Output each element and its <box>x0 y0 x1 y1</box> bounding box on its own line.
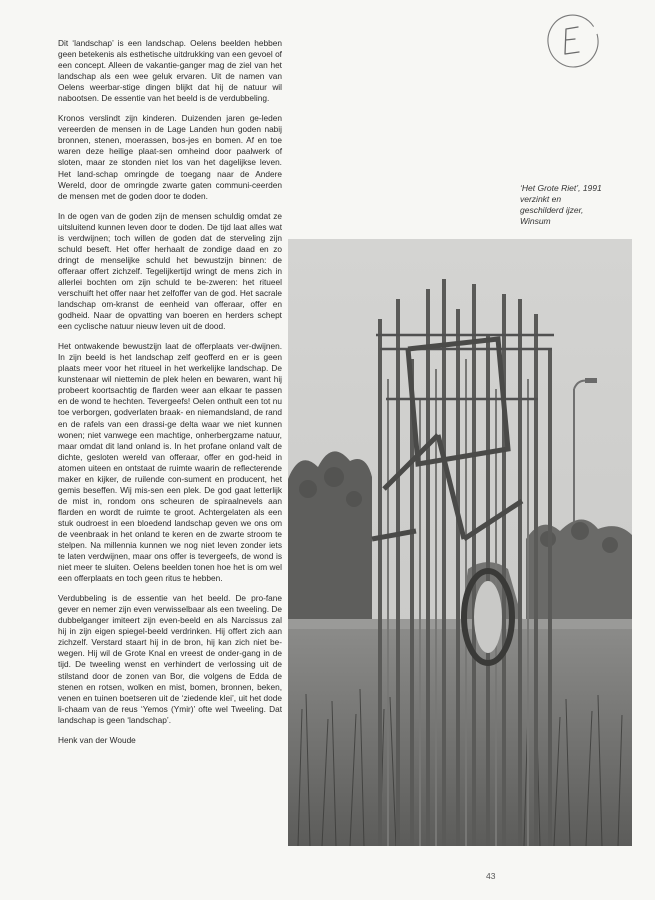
caption-material-2: geschilderd ijzer, <box>520 205 584 215</box>
sculpture-photo-illustration <box>288 239 632 846</box>
caption-material: verzinkt en <box>520 194 562 204</box>
article-text-column <box>58 38 282 746</box>
photo-caption <box>520 183 630 227</box>
article-paragraph-4: Het ontwakende bewustzijn laat de offerplaats ver-dwijnen. In zijn beeld is het landschap zelf geofferd en er is geen plaats meer voor het ritueel in het werkelijke landschap. De kunstenaar wil niettemin de plek helen en bewaren, want hij probeert koortsachtig de flarden weer aan elkaar te passen en de wond te hechten. Tevergeefs! Oelen onthult een tot nu toe verborgen, godverlaten braak- en niemandsland, de rand en de rafels van een drassi-ge delta waar we niet kunnen wonen; niet vanwege een machtige, onherbergzame natuur, maar omdat dit land onland is. In het profane onland valt de dichte, gesloten wereld van offeraar, offer en god-heid in atomen uiteen en ontstaat de ruimte waarin de reflecterende maker en kijker, de ruilende con-sument en producent, het gemis beseffen. Wij mis-sen een plek. De god gaat letterlijk de mist in, rondom ons scheuren de spiraalnevels aan flarden en wordt de ruimte te groot. Achtergelaten als een stuk oudroest in een bloedend landschap geven we ons om de veenbraak in het onland te keren en de zwarte stroom te stelpen. Na millennia kunnen we nog niet leven zonder iets te laten verdwijnen, maar ons offer is tevergeefs, de wond is niet meer te sluiten. Oelens beelden tonen hoe het is om wel een offerplaats en toch geen ritus te hebben. <box>58 341 282 584</box>
page-number: 43 <box>486 871 496 881</box>
article-paragraph-1: Dit ‘landschap’ is een landschap. Oelens beelden hebben geen betekenis als esthetische uitdrukking van een gevoel of een concept. Alleen de vakantie-ganger mag de ziel van het landschap als een wee geluk ervaren. Uit de namen van Oelens weerbar-stige dingen blijkt dat hij de natuur wil nabootsen. De essentie van het beeld is de verdubbeling. <box>58 38 282 104</box>
article-paragraph-2: Kronos verslindt zijn kinderen. Duizenden jaren ge-leden vereerden de mensen in de Lage Landen hun goden nabij bronnen, stenen, moerassen, bos-jes en bomen. Af en toe waren deze heilige plaat-sen omheind door paalwerk of sloten, maar ze stonden niet los van het dagelijkse leven. Het land-schap omringde de toegang naar de Andere Wereld, door de omringde zwarte gaten communi-ceerden de mensen met de goden door te doden. <box>58 113 282 201</box>
author-signature: Henk van der Woude <box>58 734 136 745</box>
sculpture-photo <box>288 239 632 846</box>
caption-title: ‘Het Grote Riet’, 1991 <box>520 183 602 193</box>
handwritten-e-stamp <box>544 10 602 72</box>
article-paragraph-3: In de ogen van de goden zijn de mensen schuldig omdat ze uitsluitend kunnen leven door te doden. De tijd laat alles wat is verdwijnen; toch willen de goden dat de sterveling zijn schuld beseft. Het offer herhaalt de zondige daad en zo dringt de menselijke schuld het bewustzijn binnen: de offeraar offert zichzelf. Tegelijkertijd wringt de mens zich in allerlei bochten om zijn schuld te be-zweren: het ritueel verschuift het offer naar het zelfoffer van de god. Het sacrale landschap om-kranst de eenheid van offeraar, offer en godheid. Naar de opvatting van boeren en herders schept een cyclische natuur nieuw leven uit de dood. <box>58 210 282 332</box>
article-paragraph-5: Verdubbeling is de essentie van het beeld. De pro-fane gever en nemer zijn even verwisselbaar als een tweeling. De dubbelganger imiteert zijn even-beeld en als Narcissus zal hij in zijn eigen spiegel-beeld verdrinken. Hij offert zich aan zichzelf. Verstard staart hij in de bron, hij kan zich niet be-wegen. Hij wil de Grote Knal en vreest de onder-gang in de tijd. De tweeling wenst en verhindert de verlossing uit de stilstand door de zonen van Bor, die volgens de Edda de stenen en rotsen, wolken en mist, bomen, bronnen, beken, venen en tuinen boetseren uit de ‘ziedende klei’, uit het dode li-chaam van de reus ‘Yemos (Ymir)’ ofte wel Tweeling. Dat landschap is geen ‘landschap’. <box>58 593 282 725</box>
caption-location: Winsum <box>520 216 551 226</box>
